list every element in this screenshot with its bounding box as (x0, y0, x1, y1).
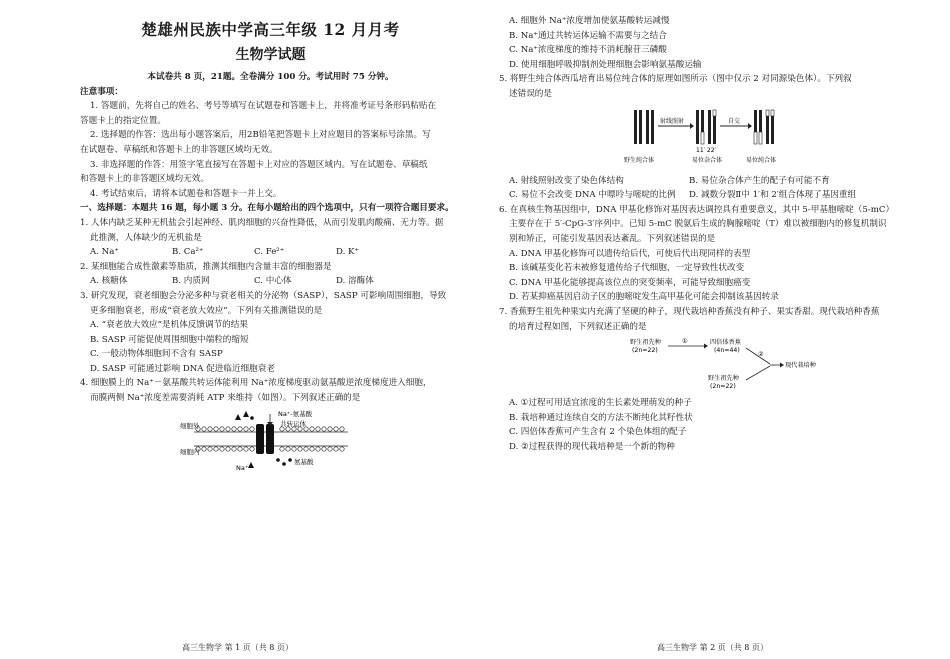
phospholipid-head (213, 426, 217, 430)
question-2-options (80, 274, 461, 289)
option-d[interactable]: D. 减数分裂Ⅱ中 1′和 2′组合体现了基因重组 (689, 190, 857, 201)
option-c[interactable]: C. DNA 甲基化能够提高该位点的突变频率，可能导致细胞癌变 (509, 277, 751, 288)
page-footer: 高三生物学 第 2 页（共 8 页） (657, 643, 768, 652)
label-translocation-heterozygote: 易位杂合体 (691, 156, 722, 164)
phospholipid-head (327, 446, 331, 450)
option-c[interactable]: C. 易位不会改变 DNA 中嘌呤与嘧啶的比例 (509, 190, 676, 201)
phospholipid-head (279, 446, 283, 450)
option-c[interactable]: C. Na⁺浓度梯度的维持不消耗腺苷三磷酸 (509, 45, 667, 56)
section-heading: 一、选择题：本题共 16 题，每小题 3 分。在每小题给出的四个选项中，只有一项符合题目要求。 (80, 203, 454, 214)
phospholipid-head (237, 426, 241, 430)
option-a[interactable]: A. ①过程可用适宜浓度的生长素处理萌发的种子 (509, 398, 692, 409)
option-d[interactable]: D. K⁺ (336, 247, 360, 258)
phospholipid-head (207, 426, 211, 430)
phospholipid-head (201, 426, 205, 430)
phospholipid-head (321, 426, 325, 430)
phospholipid-head (225, 426, 229, 430)
notice-heading: 注意事项： (80, 86, 123, 97)
label-wild-ancestor-2: 野生祖先种 (707, 375, 739, 383)
question-5: 5. 将野生纯合体西瓜培育出易位纯合体的原理如图所示（图中仅示 2 对同源染色体）。下列叙 (499, 74, 852, 85)
option-a[interactable]: A. 射线照射改变了染色体结构 (509, 175, 624, 186)
phospholipid-head (315, 426, 319, 430)
exam-subtitle: 生物学试题 (235, 47, 306, 63)
page-footer: 高三生物学 第 1 页（共 8 页） (182, 643, 293, 652)
label-outside: 细胞外 (179, 421, 199, 430)
label-selfing: 自交 (727, 117, 740, 125)
phospholipid-head (237, 446, 241, 450)
notice-line: 在试题卷、草稿纸和答题卡上的非答题区域均无效。 (80, 144, 278, 155)
question-7: 7. 香蕉野生祖先种果实内充满了坚硬的种子，现代栽培种香蕉没有种子、果实香甜。现代栽培种香蕉 (499, 306, 880, 317)
question-5-options-row2 (499, 188, 928, 203)
phospholipid-head (285, 446, 289, 450)
question-1-cont: 此推测，人体缺少的无机盐是 (90, 232, 202, 243)
notice-line: 和答题卡上的非答题区域均无效。 (80, 174, 209, 185)
notice-line: 1. 答题前，先将自己的姓名、考号等填写在试题卷和答题卡上，并将准考证号条形码粘贴在 (90, 101, 437, 112)
question-3-cont: 更多细胞衰老，形成“衰老放大效应”。下列有关推测错误的是 (90, 305, 323, 316)
label-wild-ancestor-2-n: (2n=22) (709, 383, 736, 391)
phospholipid-head (303, 446, 307, 450)
label-wild-homozygote: 野生纯合体 (623, 156, 654, 164)
phospholipid-head (219, 426, 223, 430)
question-6-cont: 别和矫正，可能引发基因表达紊乱。下列叙述错误的是 (509, 233, 716, 244)
option-b[interactable]: B. 栽培种通过连续自交的方法不断纯化其籽性状 (509, 412, 693, 423)
phospholipid-head (321, 446, 325, 450)
question-3: 3. 研究发现，衰老细胞会分泌多种与衰老相关的分泌物（SASP），SASP 可影响周围细胞，导致 (80, 290, 447, 301)
phospholipid-head (339, 426, 343, 430)
phospholipid-head (327, 426, 331, 430)
option-c[interactable]: C. 四倍体香蕉可产生含有 2 个染色体组的配子 (509, 427, 687, 438)
question-5-cont: 述错误的是 (509, 88, 552, 99)
question-1: 1. 人体内缺乏某种无机盐会引起神经、肌肉细胞的兴奋性降低，从而引发肌肉酸痛、无力等。据 (80, 217, 444, 228)
phospholipid-head (225, 446, 229, 450)
option-a[interactable]: A. 细胞外 Na⁺浓度增加使氨基酸转运减慢 (509, 16, 670, 26)
membrane-transport-figure (176, 408, 366, 472)
phospholipid-head (339, 446, 343, 450)
phospholipid-head (231, 446, 235, 450)
question-7-cont: 的培育过程如图，下列叙述正确的是 (509, 321, 647, 332)
question-4: 4. 细胞膜上的 Na⁺－氨基酸共转运体能利用 Na⁺浓度梯度驱动氨基酸逆浓度梯度进入细胞， (80, 378, 432, 389)
question-6: 6. 在真核生物基因组中，DNA 甲基化修饰对基因表达调控具有重要意义，其中 5-甲基胞嘧啶（5-mC） (499, 204, 895, 215)
label-radiation: 射线照射 (659, 117, 684, 125)
question-6-cont: 主要存在于 5′-CpG-3′序列中。已知 5-mC 脱氨后生成的胸腺嘧啶（T）难以被细胞内的修复机制识 (509, 219, 887, 230)
option-a[interactable]: A. Na⁺ (90, 247, 119, 258)
notice-line: 4. 考试结束后，请将本试题卷和答题卡一并上交。 (90, 188, 282, 199)
phospholipid-head (291, 446, 295, 450)
option-d[interactable]: D. ②过程获得的现代栽培种是一个新的物种 (509, 441, 675, 452)
label-tetraploid: 四倍体香蕉 (709, 339, 741, 347)
label-tetraploid-n: (4n=44) (713, 347, 740, 355)
option-a[interactable]: A. 核糖体 (90, 276, 128, 287)
phospholipid-head (333, 426, 337, 430)
option-b[interactable]: B. SASP 可能促使周围细胞中端粒的缩短 (90, 334, 249, 345)
label-amino-acid: 氨基酸 (293, 457, 313, 466)
label-na-aa: Na⁺-氨基酸 (277, 409, 312, 418)
notice-line: 2. 选择题的作答：选出每小题答案后，用2B铅笔把答题卡上对应题目的答案标号涂黑。写 (90, 130, 431, 141)
option-b[interactable]: B. 易位杂合体产生的配子有可能不育 (689, 175, 830, 186)
label-chromosomes: 11′ 22′ (695, 146, 716, 154)
label-na: Na⁺ (235, 463, 248, 472)
label-step-2: ② (757, 351, 764, 359)
label-cotransporter: 共转运体 (279, 419, 306, 428)
option-d[interactable]: D. 溶酶体 (336, 276, 374, 287)
phospholipid-head (315, 446, 319, 450)
phospholipid-head (243, 426, 247, 430)
phospholipid-head (201, 446, 205, 450)
question-1-options (80, 245, 461, 260)
banana-breeding-figure (604, 336, 824, 394)
question-4-cont: 而膜两侧 Na⁺浓度差需要消耗 ATP 来维持（如图）。下列叙述正确的是 (90, 393, 361, 404)
label-inside: 细胞内 (179, 447, 199, 456)
exam-intro: 本试卷共 8 页，21题。全卷满分 100 分。考试用时 75 分钟。 (147, 72, 394, 82)
option-b[interactable]: B. 内质网 (172, 276, 210, 287)
phospholipid-head (249, 426, 253, 430)
option-b[interactable]: B. Na⁺通过共转运体运输不需要与之结合 (509, 30, 667, 41)
phospholipid-head (213, 446, 217, 450)
question-2: 2. 某细胞能合成性激素等脂质，推测其细胞内含量丰富的细胞器是 (80, 261, 332, 272)
phospholipid-head (207, 446, 211, 450)
option-c[interactable]: C. 中心体 (254, 276, 292, 287)
phospholipid-head (309, 426, 313, 430)
option-b[interactable]: B. 该碱基变化若未被修复遗传给子代细胞，一定导致性状改变 (509, 263, 745, 274)
phospholipid-head (231, 426, 235, 430)
exam-title: 楚雄州民族中学高三年级 12 月月考 (141, 20, 400, 39)
phospholipid-head (333, 446, 337, 450)
question-5-options-row1 (499, 174, 928, 189)
option-d[interactable]: D. 使用细胞呼吸抑制剂处理细胞会影响氨基酸运输 (509, 59, 702, 70)
notice-line: 3. 非选择题的作答：用签字笔直接写在答题卡上对应的答题区域内。写在试题卷、草稿纸 (90, 159, 428, 170)
label-wild-ancestor-1: 野生祖先种 (629, 339, 661, 347)
phospholipid-head (249, 446, 253, 450)
label-step-1: ① (681, 338, 688, 346)
option-a[interactable]: A. “衰老放大效应”是机体反馈调节的结果 (90, 320, 248, 331)
notice-line: 答题卡上的指定位置。 (80, 115, 166, 126)
label-modern-cultivar: 现代栽培种 (784, 362, 816, 370)
chromosome-translocation-figure (604, 104, 824, 172)
option-b[interactable]: B. Ca²⁺ (172, 247, 204, 258)
page-2 (475, 0, 950, 659)
option-c[interactable]: C. Fe²⁺ (254, 247, 285, 258)
option-c[interactable]: C. 一般动物体细胞间不含有 SASP (90, 349, 223, 360)
label-wild-ancestor-1-n: (2n=22) (631, 347, 658, 355)
option-a[interactable]: A. DNA 甲基化修饰可以遗传给后代，可使后代出现同样的表型 (509, 248, 751, 259)
phospholipid-head (309, 446, 313, 450)
phospholipid-head (297, 446, 301, 450)
label-translocation-homozygote: 易位纯合体 (745, 156, 776, 164)
phospholipid-head (243, 446, 247, 450)
option-d[interactable]: D. 若某抑癌基因启动子区的胞嘧啶发生高甲基化可能会抑制该基因转录 (509, 292, 779, 303)
phospholipid-head (219, 446, 223, 450)
option-d[interactable]: D. SASP 可能通过影响 DNA 促进临近细胞衰老 (90, 363, 275, 374)
